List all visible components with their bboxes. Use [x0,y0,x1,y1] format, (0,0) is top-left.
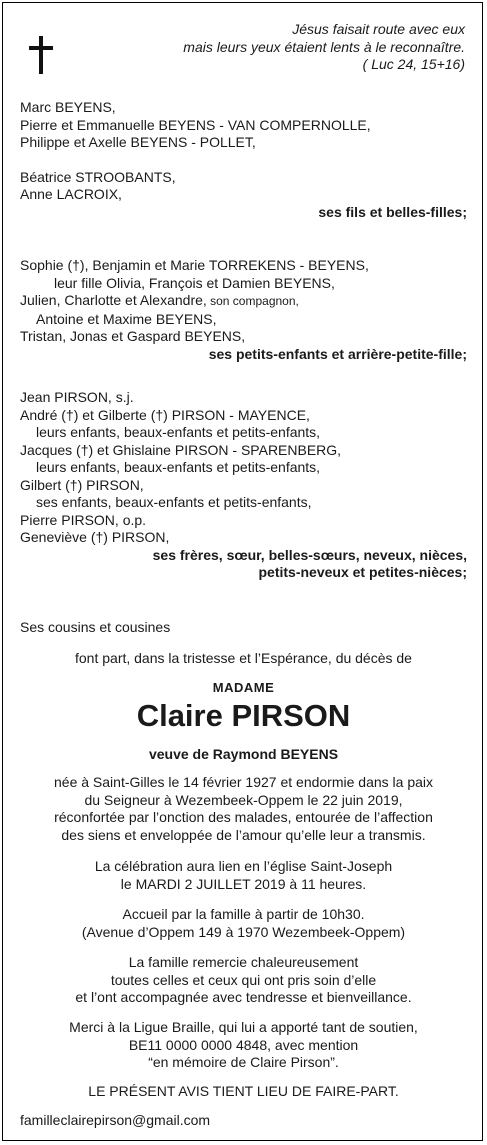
family-line: Sophie (†), Benjamin et Marie TORREKENS - BEYENS, [20,257,369,273]
grandchildren-section [20,257,467,363]
family-line: Jacques (†) et Ghislaine PIRSON - SPARENBERG, [20,441,342,458]
siblings-section [20,389,467,582]
family-line-main: Julien, Charlotte et Alexandre, [20,292,207,308]
braille-line: Merci à la Ligue Braille, qui lui a apporté tant de soutien, [69,1019,418,1035]
bio-paragraph [0,774,487,844]
family-line: Béatrice STROOBANTS, [20,168,176,185]
bio-line: née à Saint-Gilles le 14 février 1927 et endormie dans la paix [54,774,433,790]
family-line: leurs enfants, beaux-enfants et petits-enfants, [36,424,321,440]
thanks-paragraph [0,954,487,1007]
family-line: Anne LACROIX, [20,186,122,202]
reception-line: (Avenue d’Oppem 149 à 1970 Wezembeek-Oppem) [81,923,406,940]
children-section [20,99,467,221]
bible-quote [183,21,465,74]
family-line: Antoine et Maxime BEYENS, [36,310,217,327]
quote-line: mais leurs yeux étaient lents à le reconnaître. [183,38,465,55]
ceremony-paragraph [0,858,487,893]
family-line: Jean PIRSON, s.j. [20,389,134,405]
family-line: Geneviève (†) PIRSON, [20,529,170,545]
widow-of: veuve de Raymond BEYENS [148,746,339,762]
bio-line: des siens et enveloppée de l’amour qu’elle leur a transmis. [61,826,426,843]
reception-line: Accueil par la famille à partir de 10h30. [122,906,365,922]
thanks-line: et l’ont accompagnée avec tendresse et bienveillance. [75,989,412,1005]
relation-label: ses fils et belles-filles; [318,203,467,220]
braille-line: “en mémoire de Claire Pirson”. [148,1054,339,1070]
bio-line: réconfortée par l’onction des malades, entourée de l’affection [54,809,433,825]
family-line: André (†) et Gilberte (†) PIRSON - MAYENCE, [20,406,310,423]
relation-label: petits-neveux et petites-nièces; [258,564,467,580]
bio-line: du Seigneur à Wezembeek-Oppem le 22 juin 2019, [84,791,403,808]
quote-line: Jésus faisait route avec eux [292,21,465,37]
closing-notice: LE PRÉSENT AVIS TIENT LIEU DE FAIRE-PART. [88,1083,399,1099]
family-line-note: son compagnon, [206,294,299,308]
braille-paragraph [0,1019,487,1072]
family-line: Philippe et Axelle BEYENS - POLLET, [20,134,256,150]
cross-icon [28,36,54,74]
ceremony-line: le MARDI 2 JUILLET 2019 à 11 heures. [120,875,367,892]
family-line: leurs enfants, beaux-enfants et petits-enfants, [36,459,321,475]
family-line [20,292,467,311]
contact-email[interactable]: familleclairepirson@gmail.com [20,1112,211,1128]
family-line: Gilbert (†) PIRSON, [20,476,144,493]
relation-label: ses frères, sœur, belles-sœurs, neveux, nièces, [152,546,467,563]
deceased-name: Claire PIRSON [136,698,351,733]
reception-paragraph [0,906,487,941]
title: MADAME [212,680,275,695]
family-line: Pierre PIRSON, o.p. [20,511,147,528]
relation-label: ses petits-enfants et arrière-petite-fille; [208,345,467,362]
quote-reference: ( Luc 24, 15+16) [362,56,465,72]
thanks-line: toutes celles et ceux qui ont pris soin d’elle [110,971,377,988]
cousins-line: Ses cousins et cousines [20,619,171,635]
family-line: leur fille Olivia, François et Damien BEYENS, [54,274,335,291]
thanks-line: La famille remercie chaleureusement [128,954,359,970]
announcement: font part, dans la tristesse et l’Espérance, du décès de [75,650,412,666]
family-line: Pierre et Emmanuelle BEYENS - VAN COMPERNOLLE, [20,116,371,133]
family-line: ses enfants, beaux-enfants et petits-enfants, [36,494,312,510]
ceremony-line: La célébration aura lien en l’église Saint-Joseph [94,858,393,874]
braille-line: BE11 0000 0000 4848, avec mention [128,1036,359,1053]
family-line: Marc BEYENS, [20,99,116,115]
family-line: Tristan, Jonas et Gaspard BEYENS, [20,328,246,344]
